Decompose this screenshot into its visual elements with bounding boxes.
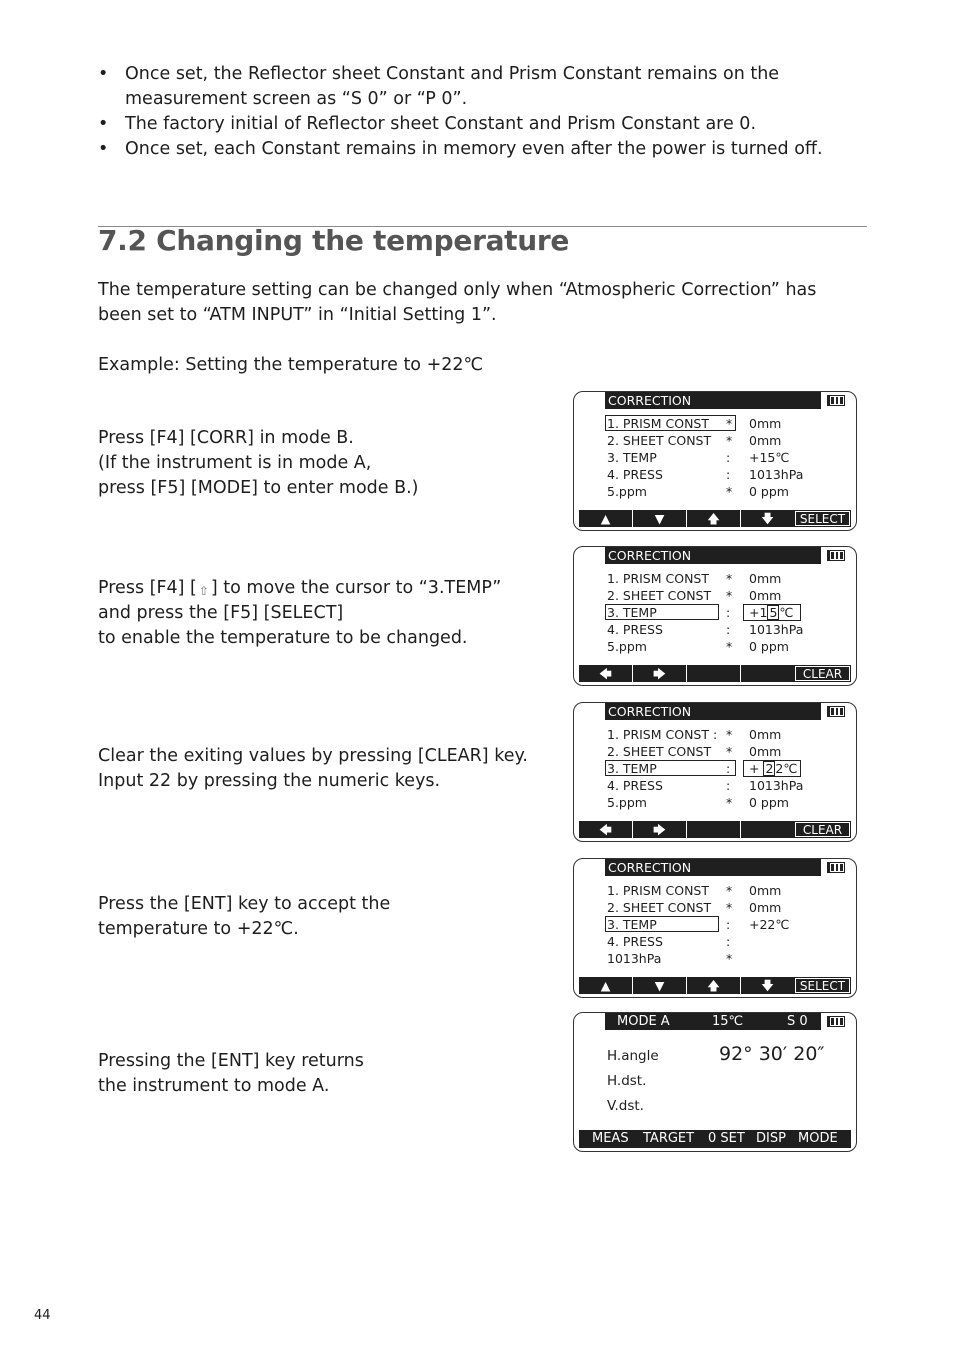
row-separator: * <box>726 588 733 603</box>
bullet-dot: • <box>98 139 109 159</box>
value-text: 2℃ <box>775 761 798 776</box>
left-arrow-icon[interactable]: 🡄 <box>599 822 612 837</box>
correction-screen-4 <box>573 858 857 998</box>
screen-title: CORRECTION <box>605 703 821 720</box>
up-arrow-icon[interactable]: 🡅 <box>686 510 740 527</box>
row-label: 1. PRISM CONST <box>607 416 709 431</box>
row-label: 5.ppm <box>607 639 647 654</box>
row-label: 5.ppm <box>607 795 647 810</box>
menu-row-ppm[interactable] <box>605 950 853 967</box>
right-arrow-icon[interactable]: 🡆 <box>632 665 686 682</box>
step-5-text <box>98 1049 538 1099</box>
input-cursor: 2 <box>765 761 774 776</box>
battery-icon <box>827 706 845 717</box>
row-separator: : <box>726 450 731 465</box>
row-separator: : <box>726 622 731 637</box>
row-label: 4. PRESS <box>607 622 663 637</box>
bullet-dot: • <box>98 114 109 134</box>
row-separator: * <box>726 727 733 742</box>
bullet-item <box>98 62 858 112</box>
row-label: 3. TEMP <box>607 761 657 776</box>
bullet-text: Once set, each Constant remains in memory even after the power is turned off. <box>125 139 823 159</box>
menu-row-press[interactable] <box>605 777 853 794</box>
bullet-list <box>98 62 858 162</box>
correction-screen-2 <box>573 546 857 686</box>
row-label: 2. SHEET CONST <box>607 744 712 759</box>
row-separator: * <box>726 416 733 431</box>
row-value: +22℃ <box>749 917 790 932</box>
up-triangle-icon[interactable]: ▲ <box>600 511 611 526</box>
mode-key[interactable]: MODE <box>798 1131 838 1146</box>
row-separator: * <box>726 571 733 586</box>
mode-label: MODE A <box>617 1014 670 1029</box>
up-arrow-outline-icon: ⇧ <box>198 584 209 598</box>
screen-title: CORRECTION <box>605 859 821 876</box>
step-line: press [F5] [MODE] to enter mode B.) <box>98 478 419 498</box>
menu-row-press[interactable] <box>605 933 853 950</box>
step-line: Press [F4] [CORR] in mode B. <box>98 428 354 448</box>
row-label: 4. PRESS <box>607 467 663 482</box>
v-dst-label: V.dst. <box>607 1098 644 1114</box>
disp-key[interactable]: DISP <box>756 1131 786 1146</box>
battery-icon <box>827 395 845 406</box>
left-arrow-icon[interactable]: 🡄 <box>599 666 612 681</box>
menu-row-sheet-const[interactable] <box>605 743 853 760</box>
battery-icon <box>827 862 845 873</box>
zero-set-key[interactable]: 0 SET <box>708 1131 745 1146</box>
up-triangle-icon[interactable]: ▲ <box>600 978 611 993</box>
bullet-item <box>98 112 858 137</box>
clear-key[interactable]: CLEAR <box>795 822 850 837</box>
step-line: Pressing the [ENT] key returns <box>98 1051 364 1071</box>
row-label: 3. TEMP <box>607 917 657 932</box>
mode-status-bar <box>605 1013 821 1030</box>
temp-input-field[interactable] <box>749 604 793 621</box>
row-label: 5.ppm <box>607 484 647 499</box>
right-arrow-icon[interactable]: 🡆 <box>632 821 686 838</box>
row-label: 3. TEMP <box>607 605 657 620</box>
down-arrow-icon[interactable]: 🡇 <box>740 510 794 527</box>
row-label: 4. PRESS <box>607 778 663 793</box>
menu-row-temp[interactable] <box>605 604 853 621</box>
function-key-bar <box>579 977 851 994</box>
row-separator: * <box>726 795 733 810</box>
step-line: to enable the temperature to be changed. <box>98 628 468 648</box>
row-separator: : <box>726 761 731 776</box>
meas-key[interactable]: MEAS <box>592 1131 629 1146</box>
battery-icon <box>827 550 845 561</box>
value-box <box>743 604 801 621</box>
example-text: Example: Setting the temperature to +22℃ <box>98 355 484 375</box>
step-line: Clear the exiting values by pressing [CLEAR] key. <box>98 746 528 766</box>
row-value: +15℃ <box>749 450 790 465</box>
value-box <box>743 760 801 777</box>
step-3-text <box>98 744 558 794</box>
row-label: 1. PRISM CONST <box>607 883 709 898</box>
step-line: temperature to +22℃. <box>98 919 299 939</box>
value-text: + <box>749 761 764 776</box>
menu-row-ppm[interactable] <box>605 483 853 500</box>
row-separator: * <box>726 744 733 759</box>
row-value: 0mm <box>749 744 782 759</box>
row-separator: : <box>726 778 731 793</box>
step-line: Input 22 by pressing the numeric keys. <box>98 771 441 791</box>
bullet-text: Once set, the Reflector sheet Constant and Prism Constant remains on the measurement screen as “S 0” or “P 0”. <box>125 64 780 109</box>
row-value: 0 ppm <box>749 484 789 499</box>
bullet-text: The factory initial of Reflector sheet Constant and Prism Constant are 0. <box>125 114 757 134</box>
row-value: 0mm <box>749 571 782 586</box>
down-arrow-icon[interactable]: 🡇 <box>740 977 794 994</box>
step-line-part: ] to move the cursor to “3.TEMP” <box>210 578 502 598</box>
row-value: 0mm <box>749 900 782 915</box>
input-cursor: 5 <box>769 605 778 620</box>
row-value: 0 ppm <box>749 795 789 810</box>
correction-screen-3 <box>573 702 857 842</box>
row-label: 3. TEMP <box>607 450 657 465</box>
row-value: 0 ppm <box>749 639 789 654</box>
row-separator: * <box>726 900 733 915</box>
menu-row-temp[interactable] <box>605 449 853 466</box>
h-angle-label: H.angle <box>607 1048 659 1064</box>
row-label: 4. PRESS <box>607 934 663 949</box>
select-key[interactable]: SELECT <box>795 978 850 993</box>
step-line: Press the [ENT] key to accept the <box>98 894 391 914</box>
menu-row-press[interactable] <box>605 466 853 483</box>
row-separator: * <box>726 951 733 966</box>
select-key[interactable]: SELECT <box>795 511 850 526</box>
down-triangle-icon[interactable]: ▼ <box>632 977 686 994</box>
clear-key[interactable]: CLEAR <box>795 666 850 681</box>
menu-row-prism-const[interactable] <box>605 726 853 743</box>
menu-row-prism-const[interactable] <box>605 882 853 899</box>
menu-row-sheet-const[interactable] <box>605 899 853 916</box>
row-value: 0mm <box>749 433 782 448</box>
menu-row-press[interactable] <box>605 621 853 638</box>
step-line: the instrument to mode A. <box>98 1076 330 1096</box>
row-separator: : <box>726 467 731 482</box>
row-separator: : <box>726 934 731 949</box>
row-value: 0mm <box>749 588 782 603</box>
row-value: 0mm <box>749 727 782 742</box>
value-text: ℃ <box>779 605 794 620</box>
step-line: and press the [F5] [SELECT] <box>98 603 344 623</box>
row-value: 0mm <box>749 883 782 898</box>
up-arrow-icon[interactable]: 🡅 <box>686 977 740 994</box>
step-4-text <box>98 892 538 942</box>
row-label: 1013hPa <box>607 951 662 966</box>
bullet-dot: • <box>98 64 109 84</box>
section-title: 7.2 Changing the temperature <box>98 224 570 257</box>
menu-row-prism-const[interactable] <box>605 570 853 587</box>
target-key[interactable]: TARGET <box>643 1131 695 1146</box>
mode-a-screen <box>573 1012 857 1152</box>
menu-row-ppm[interactable] <box>605 638 853 655</box>
menu-row-prism-const[interactable] <box>605 415 853 432</box>
row-value: 1013hPa <box>749 467 804 482</box>
row-separator: : <box>726 605 731 620</box>
battery-icon <box>827 1016 845 1027</box>
page-number: 44 <box>34 1308 51 1323</box>
sheet-constant-readout: S 0 <box>787 1014 808 1029</box>
row-separator: * <box>726 484 733 499</box>
correction-screen-1 <box>573 391 857 531</box>
step-line-part: Press [F4] [ <box>98 578 197 598</box>
row-separator: * <box>726 433 733 448</box>
step-2-text <box>98 576 538 651</box>
menu-row-sheet-const[interactable] <box>605 587 853 604</box>
intro-paragraph: The temperature setting can be changed only when “Atmospheric Correction” has been set to “ATM INPUT” in “Initial Setting 1”. <box>98 280 817 325</box>
empty-key[interactable] <box>740 665 794 682</box>
empty-key[interactable] <box>740 821 794 838</box>
function-key-bar <box>579 665 851 682</box>
row-label: 2. SHEET CONST <box>607 433 712 448</box>
row-separator: * <box>726 883 733 898</box>
menu-row-temp[interactable] <box>605 760 853 777</box>
empty-key[interactable] <box>686 821 740 838</box>
function-key-bar <box>579 510 851 527</box>
row-value: 1013hPa <box>749 778 804 793</box>
temp-input-field[interactable] <box>749 760 797 777</box>
row-label: 1. PRISM CONST : <box>607 727 718 742</box>
empty-key[interactable] <box>686 665 740 682</box>
value-text: +1 <box>749 605 768 620</box>
row-label: 2. SHEET CONST <box>607 588 712 603</box>
step-line <box>98 576 538 601</box>
step-line: (If the instrument is in mode A, <box>98 453 372 473</box>
row-value: 0mm <box>749 416 782 431</box>
row-label: 2. SHEET CONST <box>607 900 712 915</box>
h-dst-label: H.dst. <box>607 1073 647 1089</box>
step-1-text <box>98 426 538 501</box>
function-key-bar <box>579 1130 851 1148</box>
screen-title: CORRECTION <box>605 392 821 409</box>
row-separator: : <box>726 917 731 932</box>
h-angle-value: 92° 30′ 20″ <box>719 1043 825 1065</box>
row-separator: * <box>726 639 733 654</box>
menu-row-sheet-const[interactable] <box>605 432 853 449</box>
menu-row-temp[interactable] <box>605 916 853 933</box>
row-value: 1013hPa <box>749 622 804 637</box>
temperature-readout: 15℃ <box>712 1014 744 1029</box>
screen-title: CORRECTION <box>605 547 821 564</box>
row-label: 1. PRISM CONST <box>607 571 709 586</box>
menu-row-ppm[interactable] <box>605 794 853 811</box>
down-triangle-icon[interactable]: ▼ <box>632 510 686 527</box>
function-key-bar <box>579 821 851 838</box>
bullet-item <box>98 137 858 162</box>
